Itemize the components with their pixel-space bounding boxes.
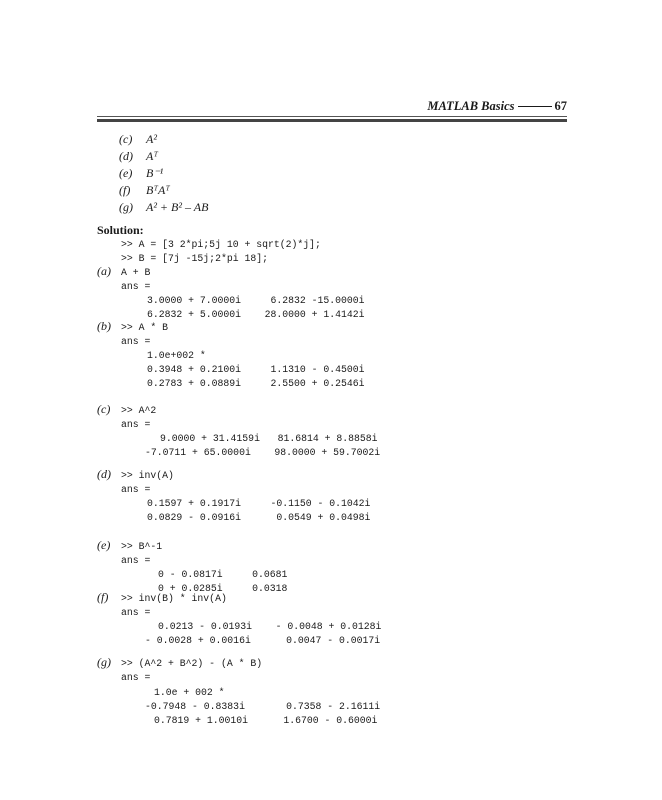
header-text [427,99,567,114]
header-rule-thin [97,116,567,117]
code-line: ans = [121,672,151,683]
question-label: (c) [119,132,133,146]
question-expression: A² + B² – AB [146,200,209,214]
code-line: 0.0829 - 0.0916i 0.0549 + 0.0498i [147,512,371,523]
code-line: ans = [121,484,151,495]
solution-heading: Solution: [97,223,144,237]
code-line: 9.0000 + 31.4159i 81.6814 + 8.8858i [160,433,378,444]
code-line: ans = [121,607,151,618]
code-line: 0.1597 + 0.1917i -0.1150 - 0.1042i [147,498,371,509]
header-dash [518,106,552,107]
question-expression: Aᵀ [146,149,158,163]
part-label-d: (d) [97,467,111,481]
code-line: 1.0e+002 * [147,350,206,361]
code-line: >> inv(B) * inv(A) [121,593,227,604]
question-label: (d) [119,149,133,163]
code-line: >> B = [7j -15j;2*pi 18]; [121,253,268,264]
part-label-g: (g) [97,655,111,669]
question-expression: B⁻¹ [146,166,164,180]
part-label-b: (b) [97,319,111,333]
code-line: 6.2832 + 5.0000i 28.0000 + 1.4142i [147,309,365,320]
part-label-e: (e) [97,538,111,552]
header-rule-thick [97,119,567,122]
running-header [97,99,567,121]
question-expression: A² [146,132,157,146]
question-label: (g) [119,200,133,214]
code-line: 3.0000 + 7.0000i 6.2832 -15.0000i [147,295,365,306]
code-line: ans = [121,419,151,430]
code-line: >> A^2 [121,405,157,416]
question-expression: BᵀAᵀ [146,183,170,197]
code-line: 0 - 0.0817i 0.0681 [158,569,288,580]
question-item [119,131,208,148]
code-line: 0 + 0.0285i 0.0318 [158,583,288,594]
question-item [119,199,208,216]
code-line: 1.0e + 002 * [154,687,225,698]
code-line: >> inv(A) [121,470,174,481]
part-label-f: (f) [97,590,109,604]
code-line: 0.2783 + 0.0889i 2.5500 + 0.2546i [147,378,365,389]
question-item [119,148,208,165]
part-label-c: (c) [97,402,111,416]
code-line: >> B^-1 [121,541,163,552]
code-line: A + B [121,267,151,278]
code-line: - 0.0028 + 0.0016i 0.0047 - 0.0017i [145,635,381,646]
code-line: >> A * B [121,322,169,333]
code-line: ans = [121,555,151,566]
question-item [119,182,208,199]
code-line: ans = [121,336,151,347]
question-list [119,131,208,216]
part-label-a: (a) [97,264,111,278]
question-label: (f) [119,183,131,197]
code-line: 0.3948 + 0.2100i 1.1310 - 0.4500i [147,364,365,375]
page-number: 67 [554,99,567,113]
question-item [119,165,208,182]
code-line: -0.7948 - 0.8383i 0.7358 - 2.1611i [145,701,381,712]
code-line: 0.7819 + 1.0010i 1.6700 - 0.6000i [154,715,378,726]
code-line: -7.0711 + 65.0000i 98.0000 + 59.7002i [145,447,381,458]
code-line: >> (A^2 + B^2) - (A * B) [121,658,263,669]
code-line: 0.0213 - 0.0193i - 0.0048 + 0.0128i [158,621,382,632]
question-label: (e) [119,166,133,180]
code-line: ans = [121,281,151,292]
header-title: MATLAB Basics [427,99,515,113]
code-line: >> A = [3 2*pi;5j 10 + sqrt(2)*j]; [121,239,321,250]
